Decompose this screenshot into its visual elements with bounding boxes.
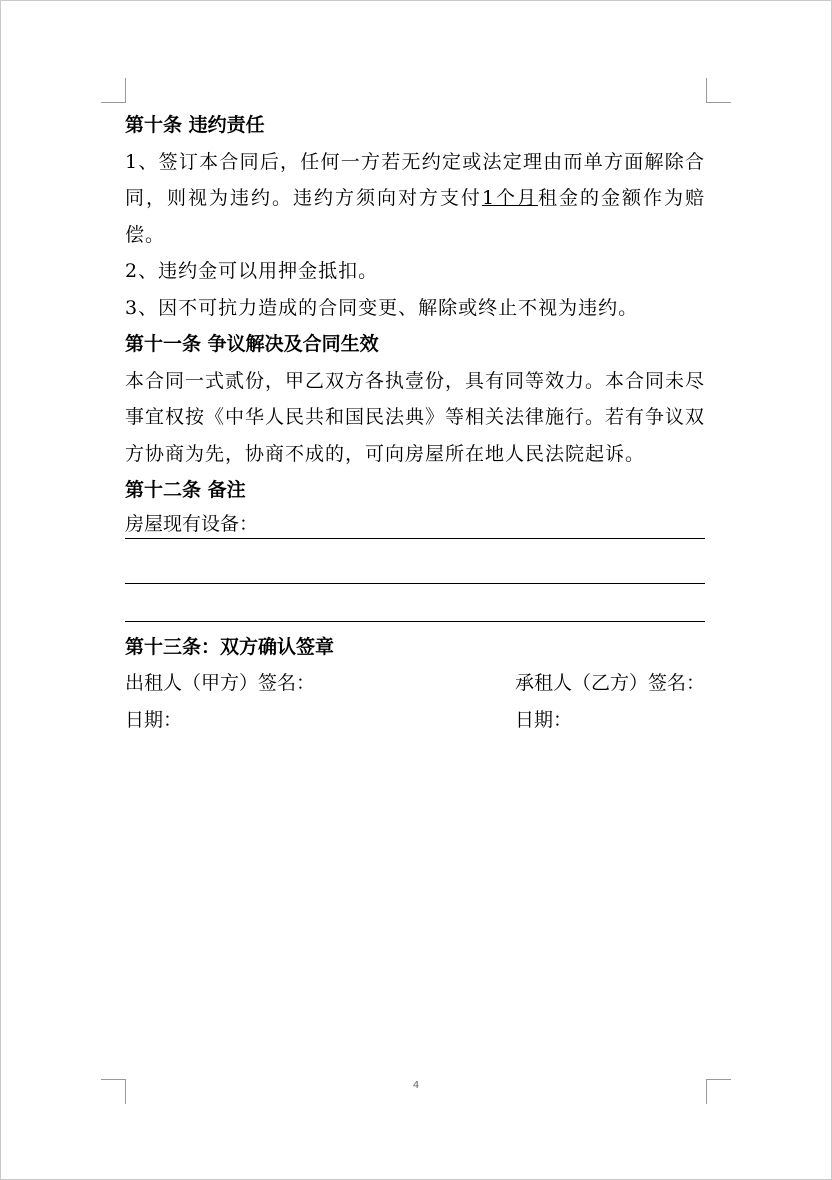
date-row	[125, 702, 705, 739]
article-10-item-1	[125, 144, 705, 254]
article-10-heading: 第十条 违约责任	[125, 114, 265, 136]
margin-mark-top-right	[706, 78, 731, 103]
article-13-heading: 第十三条：双方确认签章	[125, 635, 335, 658]
article-10-item-1-text-b: 租金的金额作为赔偿。	[125, 187, 705, 246]
equipment-line[interactable]	[125, 509, 705, 539]
article-11-body: 本合同一式贰份，甲乙双方各执壹份，具有同等效力。本合同未尽事宜权按《中华人民共和国民法典》等相关法律施行。若有争议双方协商为先，协商不成的，可向房屋所在地人民法院起诉。	[125, 369, 706, 465]
article-10-item-3: 3、因不可抗力造成的合同变更、解除或终止不视为违约。	[125, 296, 639, 319]
lessor-signature-label: 出租人（甲方）签名：	[125, 672, 316, 694]
article-11-heading: 第十一条 争议解决及合同生效	[125, 333, 379, 355]
article-10-item-2: 2、违约金可以用押金抵扣。	[125, 260, 379, 282]
equipment-line-3[interactable]	[125, 584, 705, 622]
article-10-item-1-text-a: 1、签订本合同后，任何一方若无约定或法定理由而单方面解除合同，则视为违约。违约方须向对方支付	[125, 150, 705, 209]
equipment-label: 房屋现有设备：	[125, 512, 259, 535]
article-12-heading: 第十二条 备注	[125, 479, 246, 501]
lessee-signature-label: 承租人（乙方）签名：	[515, 672, 706, 694]
signature-row	[125, 665, 705, 702]
page-content	[125, 107, 705, 738]
page-number: 4	[412, 1080, 420, 1091]
margin-mark-top-left	[101, 78, 126, 103]
lessee-date-label: 日期：	[515, 708, 573, 731]
lessor-date-label: 日期：	[125, 708, 183, 731]
penalty-period: 1个月	[481, 187, 539, 209]
equipment-line-2[interactable]	[125, 547, 705, 584]
